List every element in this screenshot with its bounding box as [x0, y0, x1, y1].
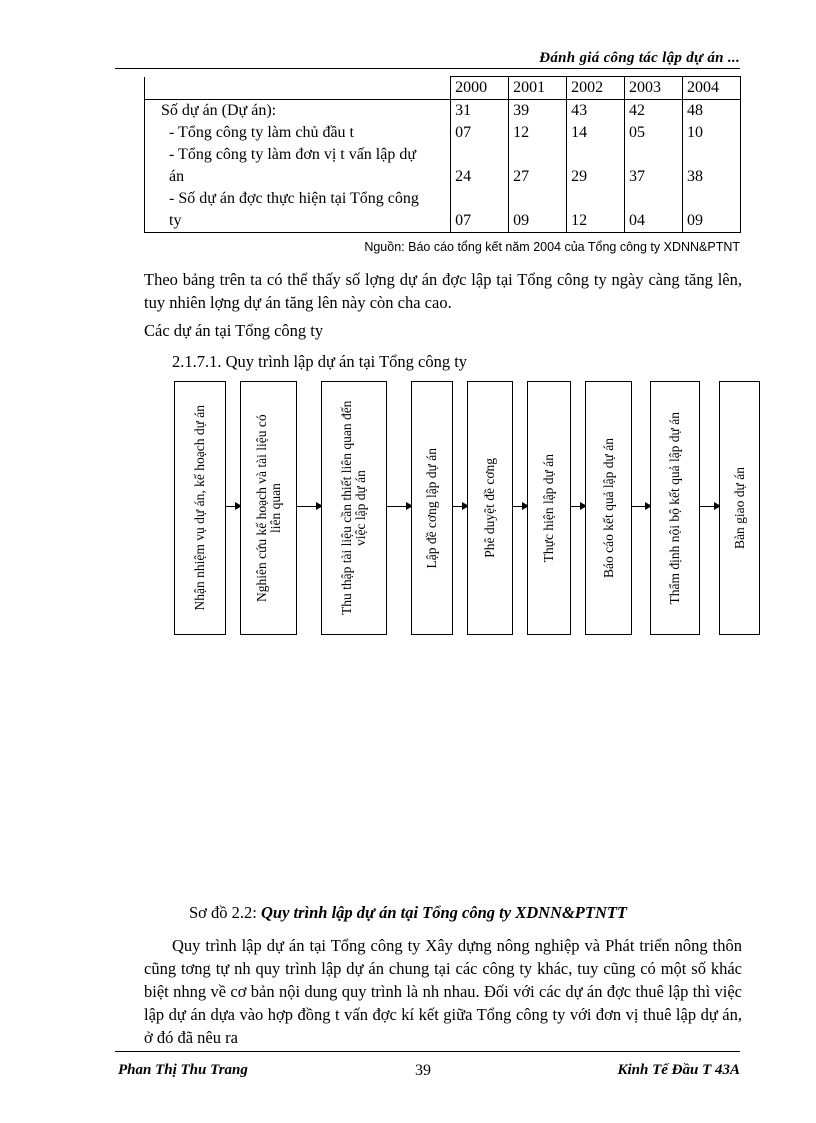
table-source-note: Nguồn: Báo cáo tổng kết năm 2004 của Tổng công ty XDNN&PTNT	[364, 240, 740, 254]
cell: 43	[567, 100, 625, 123]
cell: 42	[625, 100, 683, 123]
flow-step	[527, 381, 571, 635]
year-header: 2004	[682, 77, 740, 100]
cell: 39	[509, 100, 567, 123]
cell: 38	[682, 144, 740, 188]
cell: 31	[451, 100, 509, 123]
header-rule	[115, 68, 740, 69]
caption-prefix: Sơ đồ 2.2:	[188, 903, 261, 922]
cell: 07	[451, 122, 509, 144]
arrow-icon	[387, 506, 411, 507]
arrow-icon	[453, 506, 467, 507]
table-row	[145, 122, 741, 144]
table-row	[145, 188, 741, 233]
flow-step-label: Bàn giao dự án	[731, 467, 747, 549]
cell: 27	[509, 144, 567, 188]
cell: 24	[451, 144, 509, 188]
row-label: Số dự án (Dự án):	[145, 100, 451, 123]
cell: 10	[682, 122, 740, 144]
flow-step	[411, 381, 453, 635]
footer-class: Kinh Tế Đầu T 43A	[617, 1062, 740, 1078]
arrow-icon	[571, 506, 585, 507]
flow-step-label: Thẩm định nội bộ kết quả lập dự án	[667, 411, 682, 605]
cell: 37	[625, 144, 683, 188]
arrow-icon	[513, 506, 527, 507]
arrow-icon	[297, 506, 321, 507]
flow-step-label: Nhận nhiệm vụ dự án, kế hoạch dự án	[192, 405, 207, 611]
figure-caption	[0, 903, 816, 923]
cell: 04	[625, 188, 683, 233]
paragraph: Quy trình lập dự án tại Tổng công ty Xây dựng nông nghiệp và Phát triển nông thôn cũng tơng tự nh quy trình lập dự án chung tại các công ty khác, tuy cũng có một số khác biệt nhng về cơ bản nội dung quy trình là nh nhau. Đối với các dự án đợc thuê lập thì việc lập dự án dựa vào hợp đồng t vấn đợc kí kết giữa Tổng công ty với đơn vị thuê lập dự án, ở đó đã nêu ra	[144, 936, 742, 1047]
cell: 05	[625, 122, 683, 144]
table-header-row	[145, 77, 741, 100]
year-header: 2001	[509, 77, 567, 100]
flow-step	[321, 381, 387, 635]
row-label: - Số dự án đợc thực hiện tại Tổng công ty	[145, 188, 451, 233]
cell: 09	[509, 188, 567, 233]
flow-step	[467, 381, 513, 635]
cell: 12	[567, 188, 625, 233]
cell: 07	[451, 188, 509, 233]
flow-step	[650, 381, 700, 635]
flow-step-label: Nghiên cứu kế hoạch và tài liệu có liên quan	[253, 414, 283, 602]
footer-author: Phan Thị Thu Trang	[118, 1062, 248, 1078]
arrow-icon	[632, 506, 650, 507]
cell: 12	[509, 122, 567, 144]
table-corner-cell	[145, 77, 451, 100]
row-label: - Tổng công ty làm đơn vị t vấn lập dự án	[145, 144, 451, 188]
year-header: 2003	[625, 77, 683, 100]
table-row	[145, 144, 741, 188]
flow-step	[719, 381, 760, 635]
flow-step	[585, 381, 632, 635]
page-number: 39	[415, 1062, 431, 1079]
paragraph: Theo bảng trên ta có thể thấy số lợng dự án đợc lập tại Tổng công ty ngày càng tăng lên, tuy nhiên lợng dự án tăng lên này còn cha cao.	[144, 270, 742, 312]
cell: 48	[682, 100, 740, 123]
cell: 29	[567, 144, 625, 188]
cell: 09	[682, 188, 740, 233]
arrow-icon	[700, 506, 719, 507]
arrow-icon	[226, 506, 240, 507]
running-header: Đánh giá công tác lập dự án ...	[539, 50, 740, 66]
row-label: - Tổng công ty làm chủ đầu t	[145, 122, 451, 144]
flow-step	[174, 381, 226, 635]
footer-rule	[115, 1051, 740, 1052]
flow-step-label: Báo cáo kết quả lập dự án	[600, 437, 616, 579]
year-header: 2000	[451, 77, 509, 100]
flow-step-label: Thực hiện lập dự án	[541, 453, 556, 563]
caption-title: Quy trình lập dự án tại Tổng công ty XDNN&PTNTT	[260, 903, 628, 922]
paragraph: Các dự án tại Tổng công ty	[144, 321, 324, 340]
section-heading: 2.1.7.1. Quy trình lập dự án tại Tổng công ty	[172, 352, 468, 371]
flow-step	[240, 381, 297, 635]
year-header: 2002	[567, 77, 625, 100]
table-row	[145, 100, 741, 123]
flow-step-label: Phê duyệt đề cơng	[482, 458, 497, 558]
flow-step-label: Lập đề cơng lập dự án	[424, 447, 439, 569]
cell: 14	[567, 122, 625, 144]
flow-step-label: Thu thập tài liệu cần thiết liên quan đến việc lập dự án	[339, 400, 368, 616]
project-count-table	[144, 76, 741, 233]
